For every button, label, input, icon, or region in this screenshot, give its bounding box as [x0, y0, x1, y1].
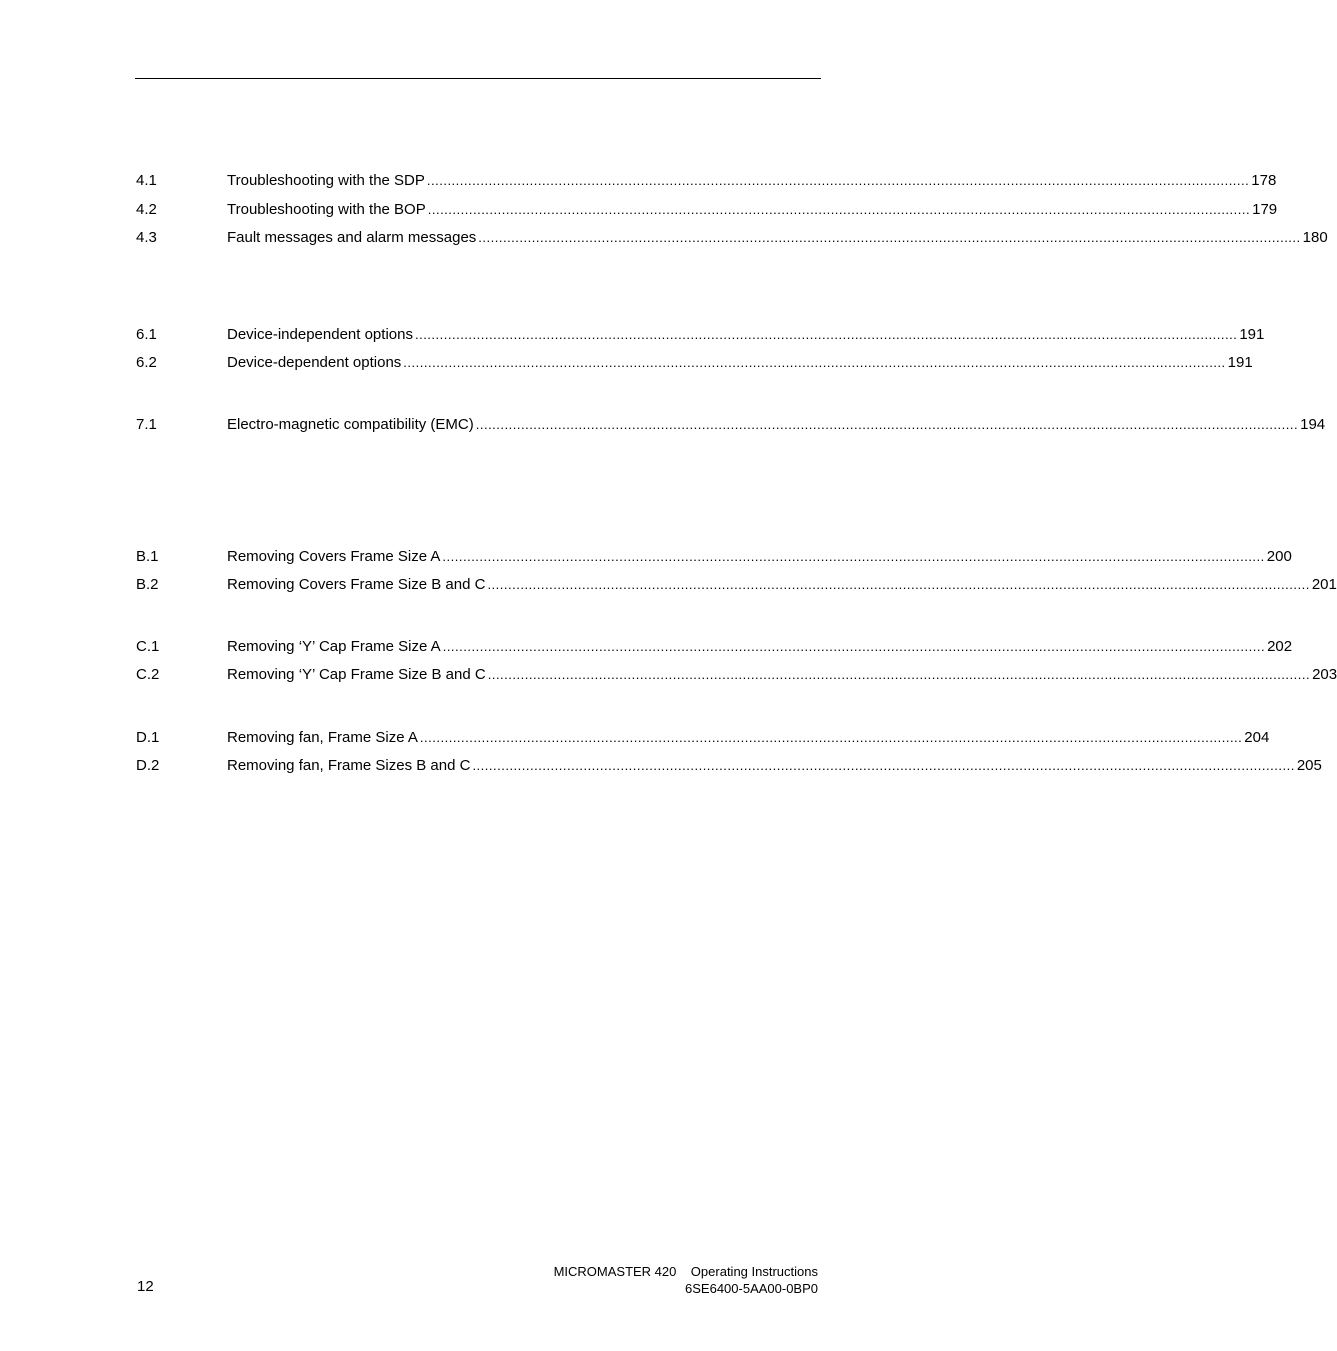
toc-entry-page: 194 [1300, 416, 1326, 433]
toc-entry-page: 204 [1244, 729, 1270, 746]
toc-leader-dots: ........................................................................................................................................................................................................ [478, 230, 1301, 245]
toc-leader-dots: ........................................................................................................................................................................................................ [426, 173, 1250, 188]
toc-entry-title: Removing Covers Frame Size A [227, 548, 441, 565]
toc-entry-number: B.1 [136, 548, 159, 565]
toc-leader-dots: ........................................................................................................................................................................................................ [487, 667, 1311, 682]
toc-entry-title: Troubleshooting with the BOP [227, 201, 426, 218]
toc-entry[interactable] [136, 353, 1253, 373]
toc-entry-number: 6.1 [136, 326, 157, 343]
toc-entry[interactable] [136, 756, 1322, 776]
toc-leader-dots: ........................................................................................................................................................................................................ [472, 758, 1295, 773]
toc-entry-page: 191 [1239, 326, 1265, 343]
footer-doc-code: 6SE6400-5AA00-0BP0 [685, 1281, 818, 1296]
toc-entry[interactable] [136, 547, 1292, 567]
toc-entry-title: Troubleshooting with the SDP [227, 172, 425, 189]
toc-entry-title: Device-dependent options [227, 354, 402, 371]
toc-entry-number: C.2 [136, 666, 160, 683]
toc-leader-dots: ........................................................................................................................................................................................................ [403, 355, 1226, 370]
toc-entry-page: 191 [1227, 354, 1253, 371]
toc-leader-dots: ........................................................................................................................................................................................................ [475, 417, 1299, 432]
toc-entry-number: D.1 [136, 729, 160, 746]
toc-entry[interactable] [136, 575, 1337, 595]
toc-entry-number: 7.1 [136, 416, 157, 433]
toc-entry-number: C.1 [136, 638, 160, 655]
toc-entry-number: B.2 [136, 576, 159, 593]
toc-entry-title: Electro-magnetic compatibility (EMC) [227, 416, 474, 433]
toc-entry-number: 4.2 [136, 201, 157, 218]
toc-entry[interactable] [136, 171, 1277, 191]
toc-entry-page: 200 [1266, 548, 1292, 565]
toc-leader-dots: ........................................................................................................................................................................................................ [442, 549, 1265, 564]
toc-leader-dots: ........................................................................................................................................................................................................ [442, 639, 1266, 654]
toc-entry-title: Device-independent options [227, 326, 413, 343]
toc-entry-number: 6.2 [136, 354, 157, 371]
toc-leader-dots: ........................................................................................................................................................................................................ [487, 577, 1310, 592]
toc-entry[interactable] [136, 325, 1265, 345]
toc-entry-page: 202 [1267, 638, 1293, 655]
toc-entry-number: 4.1 [136, 172, 157, 189]
toc-entry[interactable] [136, 665, 1337, 685]
toc-entry[interactable] [136, 415, 1326, 435]
toc-entry[interactable] [136, 728, 1270, 748]
toc-entry-title: Removing fan, Frame Size A [227, 729, 418, 746]
toc-entry-page: 179 [1252, 201, 1278, 218]
toc-leader-dots: ........................................................................................................................................................................................................ [414, 327, 1238, 342]
toc-entry[interactable] [136, 637, 1293, 657]
footer-doc-info [554, 1263, 818, 1297]
toc-entry-title: Fault messages and alarm messages [227, 229, 477, 246]
toc-entry-title: Removing ‘Y’ Cap Frame Size A [227, 638, 441, 655]
toc-entry-title: Removing Covers Frame Size B and C [227, 576, 486, 593]
toc-entry-number: D.2 [136, 757, 160, 774]
footer-doc-title: MICROMASTER 420 Operating Instructions [553, 1264, 818, 1279]
toc-entry-page: 205 [1296, 757, 1322, 774]
toc-entry-page: 178 [1251, 172, 1277, 189]
toc-leader-dots: ........................................................................................................................................................................................................ [419, 730, 1243, 745]
toc-entry-title: Removing fan, Frame Sizes B and C [227, 757, 471, 774]
toc-entry-page: 201 [1311, 576, 1337, 593]
toc-entry-page: 203 [1312, 666, 1337, 683]
toc-entry-title: Removing ‘Y’ Cap Frame Size B and C [227, 666, 486, 683]
toc-entry[interactable] [136, 200, 1278, 220]
footer-page-number: 12 [137, 1278, 154, 1295]
header-rule [135, 78, 821, 79]
toc-entry-number: 4.3 [136, 229, 157, 246]
toc-entry-page: 180 [1302, 229, 1328, 246]
toc-entry[interactable] [136, 228, 1328, 248]
toc-leader-dots: ........................................................................................................................................................................................................ [427, 202, 1251, 217]
